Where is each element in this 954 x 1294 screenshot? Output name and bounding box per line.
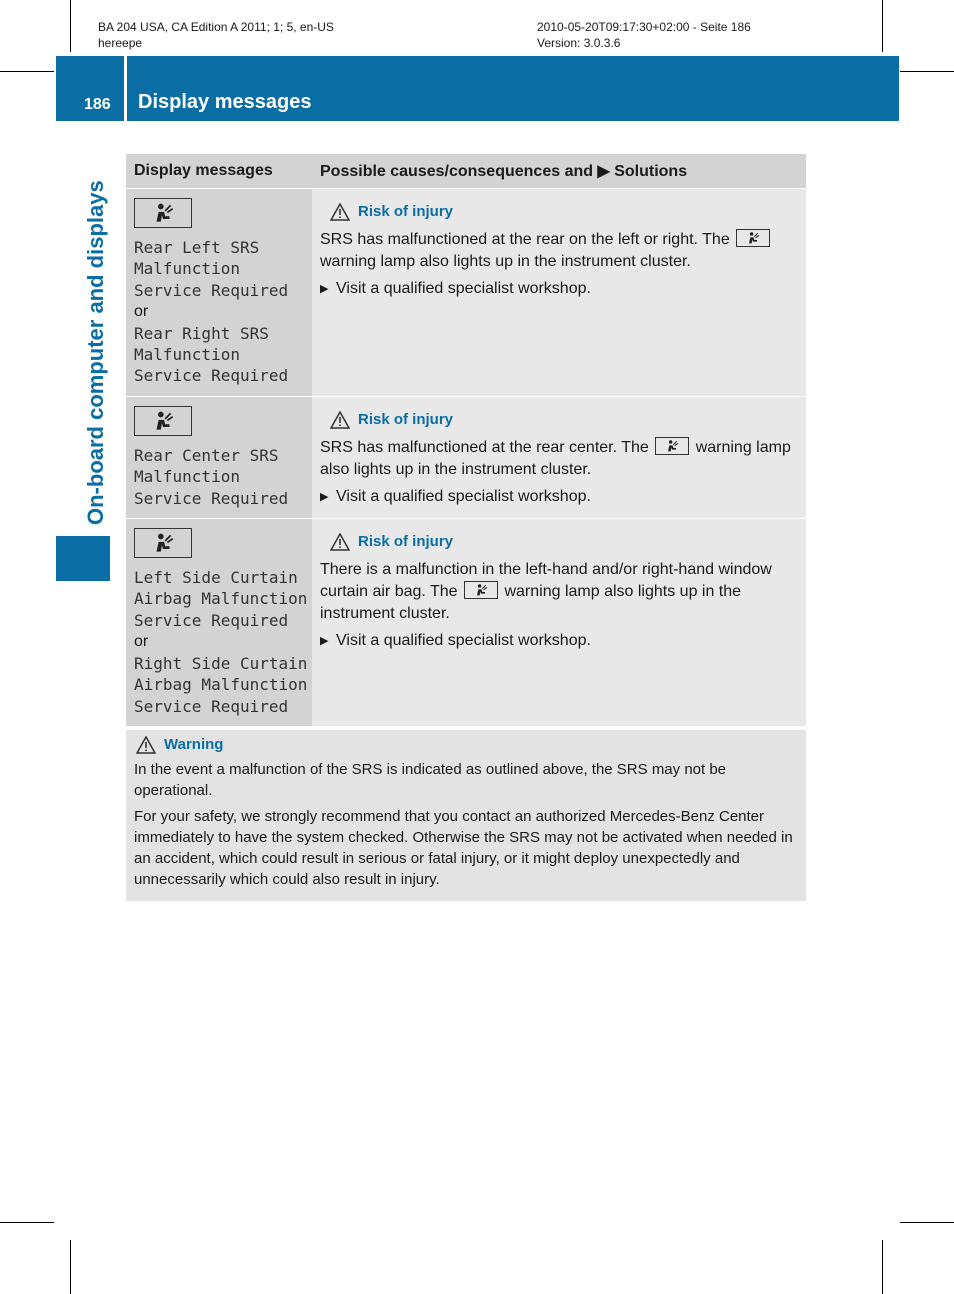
message-cell (126, 189, 312, 396)
cause-text-end: warning lamp also lights up in the instrument cluster. (320, 253, 691, 270)
action-text: Visit a qualified specialist workshop. (336, 280, 591, 297)
airbag-warning-lamp-icon (134, 528, 192, 558)
warning-paragraph: For your safety, we strongly recommend that you contact an authorized Mercedes-Benz Center immediately to have the system checked. Otherwise the SRS may not be activated when needed in an accident, which could result in serious or fatal injury, or it might deploy unexpectedly and unnecessarily which could also result in injury. (134, 808, 793, 888)
bullet-arrow-icon: ▶ (320, 490, 329, 503)
crop-mark (882, 0, 883, 52)
risk-heading (320, 531, 798, 553)
cause-text-end: warning lamp also lights up in the instrument cluster. (320, 583, 742, 623)
column-header-messages: Display messages (134, 162, 273, 179)
chapter-label: On-board computer and displays (83, 180, 108, 525)
display-message-line: Rear Right SRS (134, 323, 269, 343)
meta-text: Version: 3.0.3.6 (537, 36, 621, 50)
action-text: Visit a qualified specialist workshop. (336, 487, 591, 505)
display-message-line: Malfunction (134, 259, 240, 279)
table-body (126, 189, 806, 727)
crop-mark (0, 71, 54, 72)
airbag-warning-lamp-icon (464, 581, 498, 599)
display-message-line: Left Side Curtain (134, 568, 298, 588)
print-meta-right (537, 19, 751, 51)
page-title: Display messages (138, 91, 312, 113)
crop-mark (0, 1222, 54, 1223)
header-divider (124, 56, 127, 121)
airbag-warning-lamp-icon (736, 229, 770, 247)
warning-triangle-icon (136, 736, 156, 754)
print-meta-left (98, 19, 334, 51)
cause-text-start: SRS has malfunctioned at the rear center. The (320, 438, 649, 456)
warning-triangle-icon (330, 203, 350, 221)
message-separator: or (134, 633, 149, 651)
warning-heading (134, 734, 798, 755)
action-item (320, 486, 798, 508)
cause-text (320, 229, 798, 273)
causes-cell (312, 397, 806, 518)
message-separator: or (134, 303, 149, 321)
display-message-line: Service Required (134, 696, 289, 716)
crop-mark (900, 71, 954, 72)
action-item (320, 278, 798, 300)
warning-paragraph: In the event a malfunction of the SRS is indicated as outlined above, the SRS may not be operational. (134, 761, 727, 799)
display-message-line: Service Required (134, 610, 289, 630)
causes-cell (312, 519, 806, 726)
display-message-line: Rear Center SRS (134, 445, 279, 465)
message-cell (126, 519, 312, 726)
warning-triangle-icon (330, 411, 350, 429)
display-message-line: Airbag Malfunction (134, 589, 308, 609)
crop-mark (70, 0, 71, 52)
table-row (126, 519, 806, 727)
risk-label: Risk of injury (358, 410, 454, 428)
cause-text-start: SRS has malfunctioned at the rear on the left or right. The (320, 231, 730, 248)
display-message-line: Right Side Curtain (134, 653, 308, 673)
column-header-causes: Possible causes/consequences and ▶ Solutions (320, 163, 688, 180)
airbag-warning-lamp-icon (134, 406, 192, 436)
meta-text: hereepe (98, 36, 143, 50)
display-message-line: Malfunction (134, 467, 240, 487)
bullet-arrow-icon: ▶ (320, 283, 329, 295)
meta-text: 2010-05-20T09:17:30+02:00 - Seite 186 (537, 20, 751, 34)
meta-text: BA 204 USA, CA Edition A 2011; 1; 5, en-US (98, 20, 334, 34)
page-number: 186 (84, 96, 111, 113)
display-message-line: Service Required (134, 366, 289, 386)
bullet-arrow-icon: ▶ (320, 635, 329, 648)
airbag-warning-lamp-icon (134, 198, 192, 228)
airbag-warning-lamp-icon (655, 437, 689, 455)
action-item (320, 630, 798, 652)
warning-box (126, 730, 806, 901)
crop-mark (900, 1222, 954, 1223)
table-row (126, 397, 806, 519)
table-row (126, 189, 806, 397)
cause-text-end: warning lamp also lights up in the instrument cluster. (320, 438, 791, 478)
display-message-line: Service Required (134, 488, 289, 508)
display-message-line: Malfunction (134, 345, 240, 365)
risk-heading (320, 201, 798, 223)
display-message-line: Rear Left SRS (134, 238, 260, 257)
message-cell (126, 397, 312, 518)
cause-text-start: There is a malfunction in the left-hand and/or right-hand window curtain air bag. The (320, 561, 772, 601)
causes-cell (312, 189, 806, 396)
warning-label: Warning (164, 736, 224, 753)
risk-heading (320, 409, 798, 431)
table-header (126, 154, 806, 189)
display-message-line: Airbag Malfunction (134, 675, 308, 695)
display-messages-table (126, 154, 806, 727)
warning-triangle-icon (330, 533, 350, 551)
crop-mark (882, 1240, 883, 1294)
risk-label: Risk of injury (358, 203, 454, 220)
crop-mark (70, 1240, 71, 1294)
cause-text (320, 559, 798, 625)
display-message-line: Service Required (134, 280, 289, 300)
action-text: Visit a qualified specialist workshop. (336, 632, 591, 650)
cause-text (320, 437, 798, 481)
risk-label: Risk of injury (358, 533, 454, 551)
